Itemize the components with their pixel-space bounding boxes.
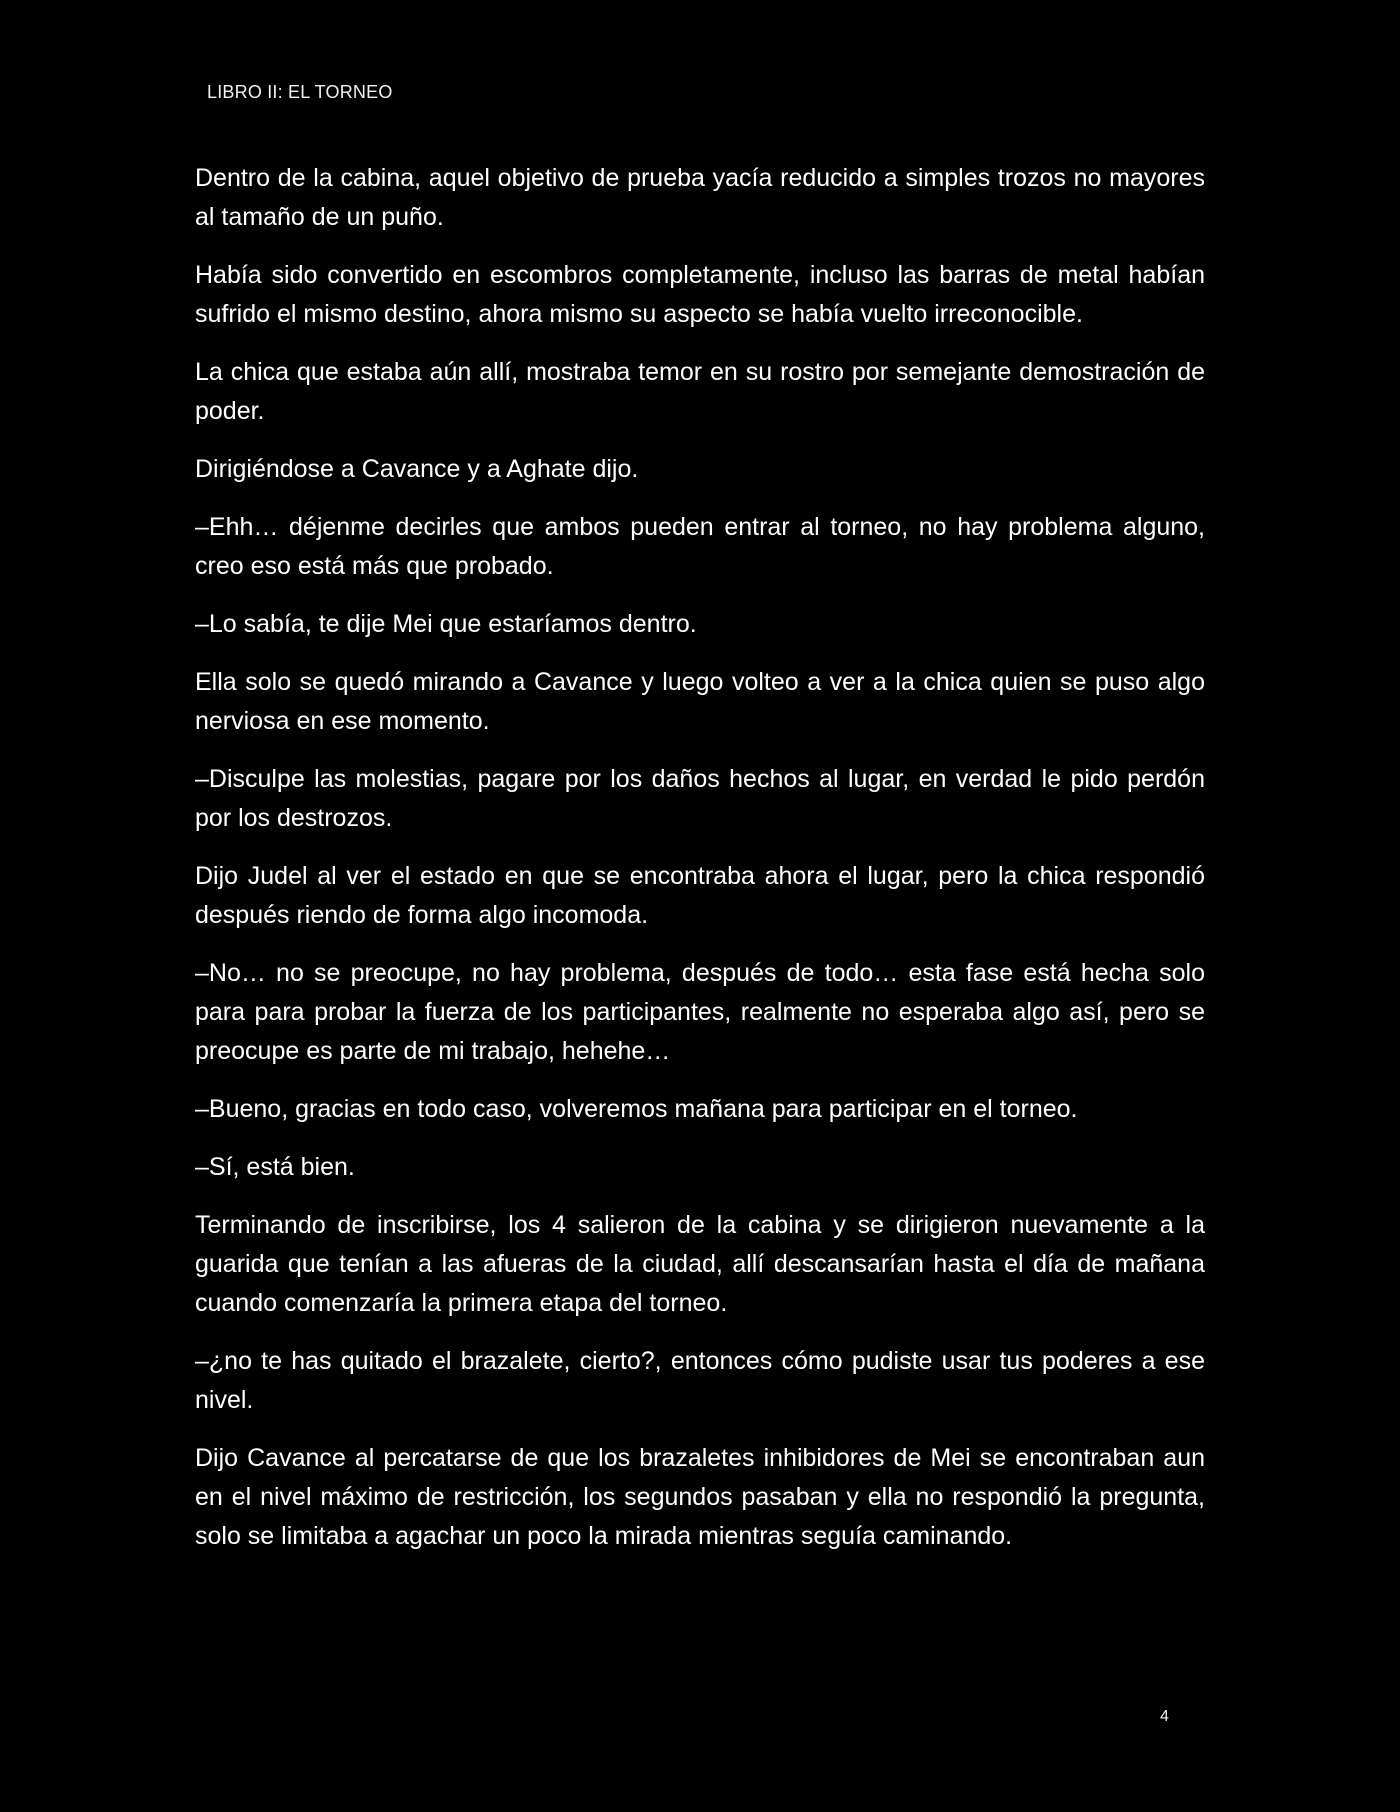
running-header: LIBRO II: EL TORNEO [207,82,393,102]
paragraph: –Ehh… déjenme decirles que ambos pueden entrar al torneo, no hay problema alguno, creo eso está más que probado. [195,513,1205,580]
page-number: 4 [1160,1708,1169,1725]
body-text [195,159,1205,1575]
paragraph: Dijo Judel al ver el estado en que se encontraba ahora el lugar, pero la chica respondió después riendo de forma algo incomoda. [195,862,1205,929]
paragraph: –Lo sabía, te dije Mei que estaríamos dentro. [195,610,697,638]
paragraph: Dentro de la cabina, aquel objetivo de prueba yacía reducido a simples trozos no mayores al tamaño de un puño. [195,164,1205,231]
paragraph: Terminando de inscribirse, los 4 salieron de la cabina y se dirigieron nuevamente a la guarida que tenían a las afueras de la ciudad, allí descansarían hasta el día de mañana cuando comenzaría la primera etapa del torneo. [195,1211,1205,1317]
paragraph: Dirigiéndose a Cavance y a Aghate dijo. [195,455,639,483]
paragraph: –Sí, está bien. [195,1153,355,1181]
paragraph: –Disculpe las molestias, pagare por los daños hechos al lugar, en verdad le pido perdón por los destrozos. [195,765,1205,832]
paragraph: –Bueno, gracias en todo caso, volveremos mañana para participar en el torneo. [195,1095,1078,1123]
paragraph: Dijo Cavance al percatarse de que los brazaletes inhibidores de Mei se encontraban aun en el nivel máximo de restricción, los segundos pasaban y ella no respondió la pregunta, solo se limitaba a agachar un poco la mirada mientras seguía caminando. [195,1444,1205,1550]
paragraph: La chica que estaba aún allí, mostraba temor en su rostro por semejante demostración de poder. [195,358,1205,425]
paragraph: Ella solo se quedó mirando a Cavance y luego volteo a ver a la chica quien se puso algo nerviosa en ese momento. [195,668,1205,735]
paragraph: –¿no te has quitado el brazalete, cierto?, entonces cómo pudiste usar tus poderes a ese nivel. [195,1347,1205,1414]
paragraph: Había sido convertido en escombros completamente, incluso las barras de metal habían sufrido el mismo destino, ahora mismo su aspecto se había vuelto irreconocible. [195,261,1205,328]
paragraph: –No… no se preocupe, no hay problema, después de todo… esta fase está hecha solo para para probar la fuerza de los participantes, realmente no esperaba algo así, pero se preocupe es parte de mi trabajo, hehehe… [195,959,1205,1065]
